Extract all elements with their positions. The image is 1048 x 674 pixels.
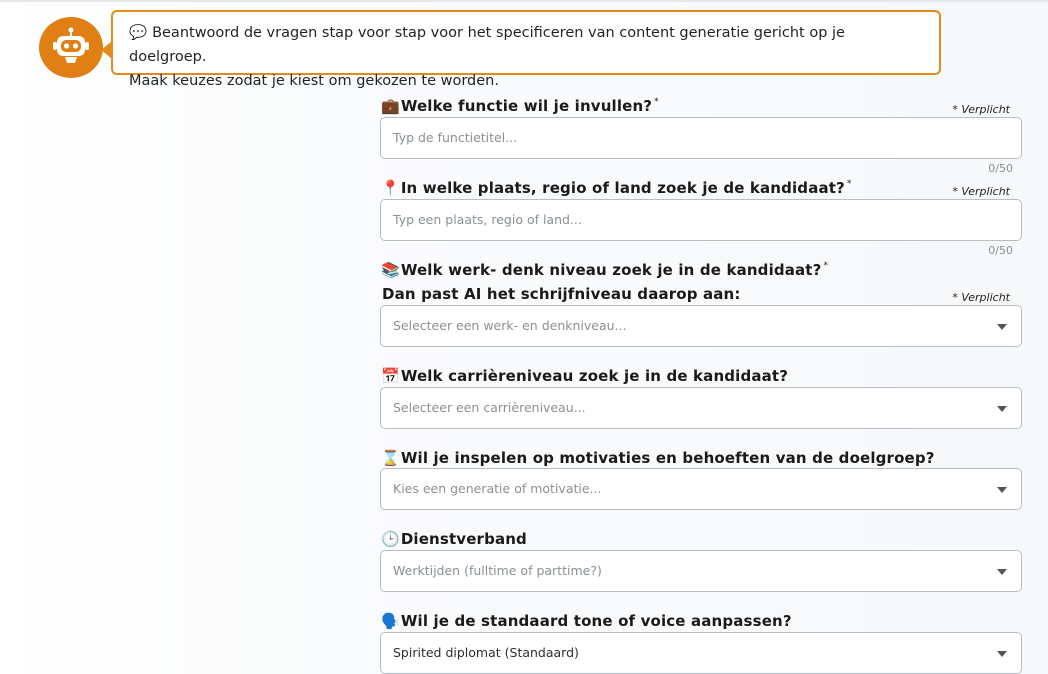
briefcase-icon: 💼 (381, 97, 400, 115)
robot-icon (51, 27, 91, 67)
question-label: Dienstverband (400, 530, 527, 548)
intro-text-1: Beantwoord de vragen stap voor stap voor het specificeren van content generatie gericht op je doelgroep. (129, 25, 845, 65)
robot-avatar (39, 17, 103, 78)
intro-line-1 (129, 21, 923, 69)
speaking-head-icon: 🗣️ (381, 612, 400, 630)
required-star: * (823, 261, 829, 271)
job-title-input[interactable]: Typ de functietitel... (380, 117, 1022, 159)
question-label: Welk werk- denk niveau zoek je in de kandidaat? (400, 261, 822, 279)
required-star: * (654, 97, 659, 107)
question-tone-of-voice (381, 612, 792, 630)
speech-bubble-icon: 💬 (129, 25, 148, 41)
books-icon: 📚 (381, 261, 400, 279)
employment-select[interactable]: Werktijden (fulltime of parttime?) (380, 550, 1022, 592)
question-label: Wil je inspelen op motivaties en behoeften van de doelgroep? (400, 449, 935, 467)
career-level-select[interactable]: Selecteer een carrièreniveau... (380, 387, 1022, 429)
question-location (381, 179, 852, 197)
char-counter: 0/50 (988, 162, 1013, 175)
question-label: In welke plaats, regio of land zoek je de kandidaat? (400, 179, 845, 197)
top-divider (0, 0, 1048, 2)
question-sublabel: Dan past AI het schrijfniveau daarop aan: (382, 285, 741, 303)
pin-icon: 📍 (381, 179, 400, 197)
question-label: Welke functie wil je invullen? (400, 97, 653, 115)
char-counter: 0/50 (988, 244, 1013, 257)
question-motivation (381, 449, 935, 467)
required-note: * Verplicht (952, 103, 1010, 116)
required-star: * (846, 179, 852, 189)
question-thinking-level (381, 261, 828, 279)
intro-text-2: Maak keuzes zodat je kiest om gekozen te worden. (129, 73, 499, 89)
thinking-level-select[interactable]: Selecteer een werk- en denkniveau... (380, 305, 1022, 347)
speech-bubble-tail (101, 42, 111, 58)
question-label: Wil je de standaard tone of voice aanpassen? (400, 612, 792, 630)
question-career-level (381, 367, 788, 385)
required-note: * Verplicht (952, 185, 1010, 198)
hourglass-icon: ⌛ (381, 449, 400, 467)
required-note: * Verplicht (952, 291, 1010, 304)
clock-icon: 🕒 (381, 530, 400, 548)
motivation-select[interactable]: Kies een generatie of motivatie... (380, 468, 1022, 510)
question-job-title (381, 97, 659, 115)
question-label: Welk carrièreniveau zoek je in de kandidaat? (400, 367, 789, 385)
question-employment (381, 530, 527, 548)
calendar-icon: 📅 (381, 367, 400, 385)
tone-of-voice-select[interactable]: Spirited diplomat (Standaard) (380, 632, 1022, 674)
location-input[interactable]: Typ een plaats, regio of land... (380, 199, 1022, 241)
intro-message (111, 10, 941, 89)
